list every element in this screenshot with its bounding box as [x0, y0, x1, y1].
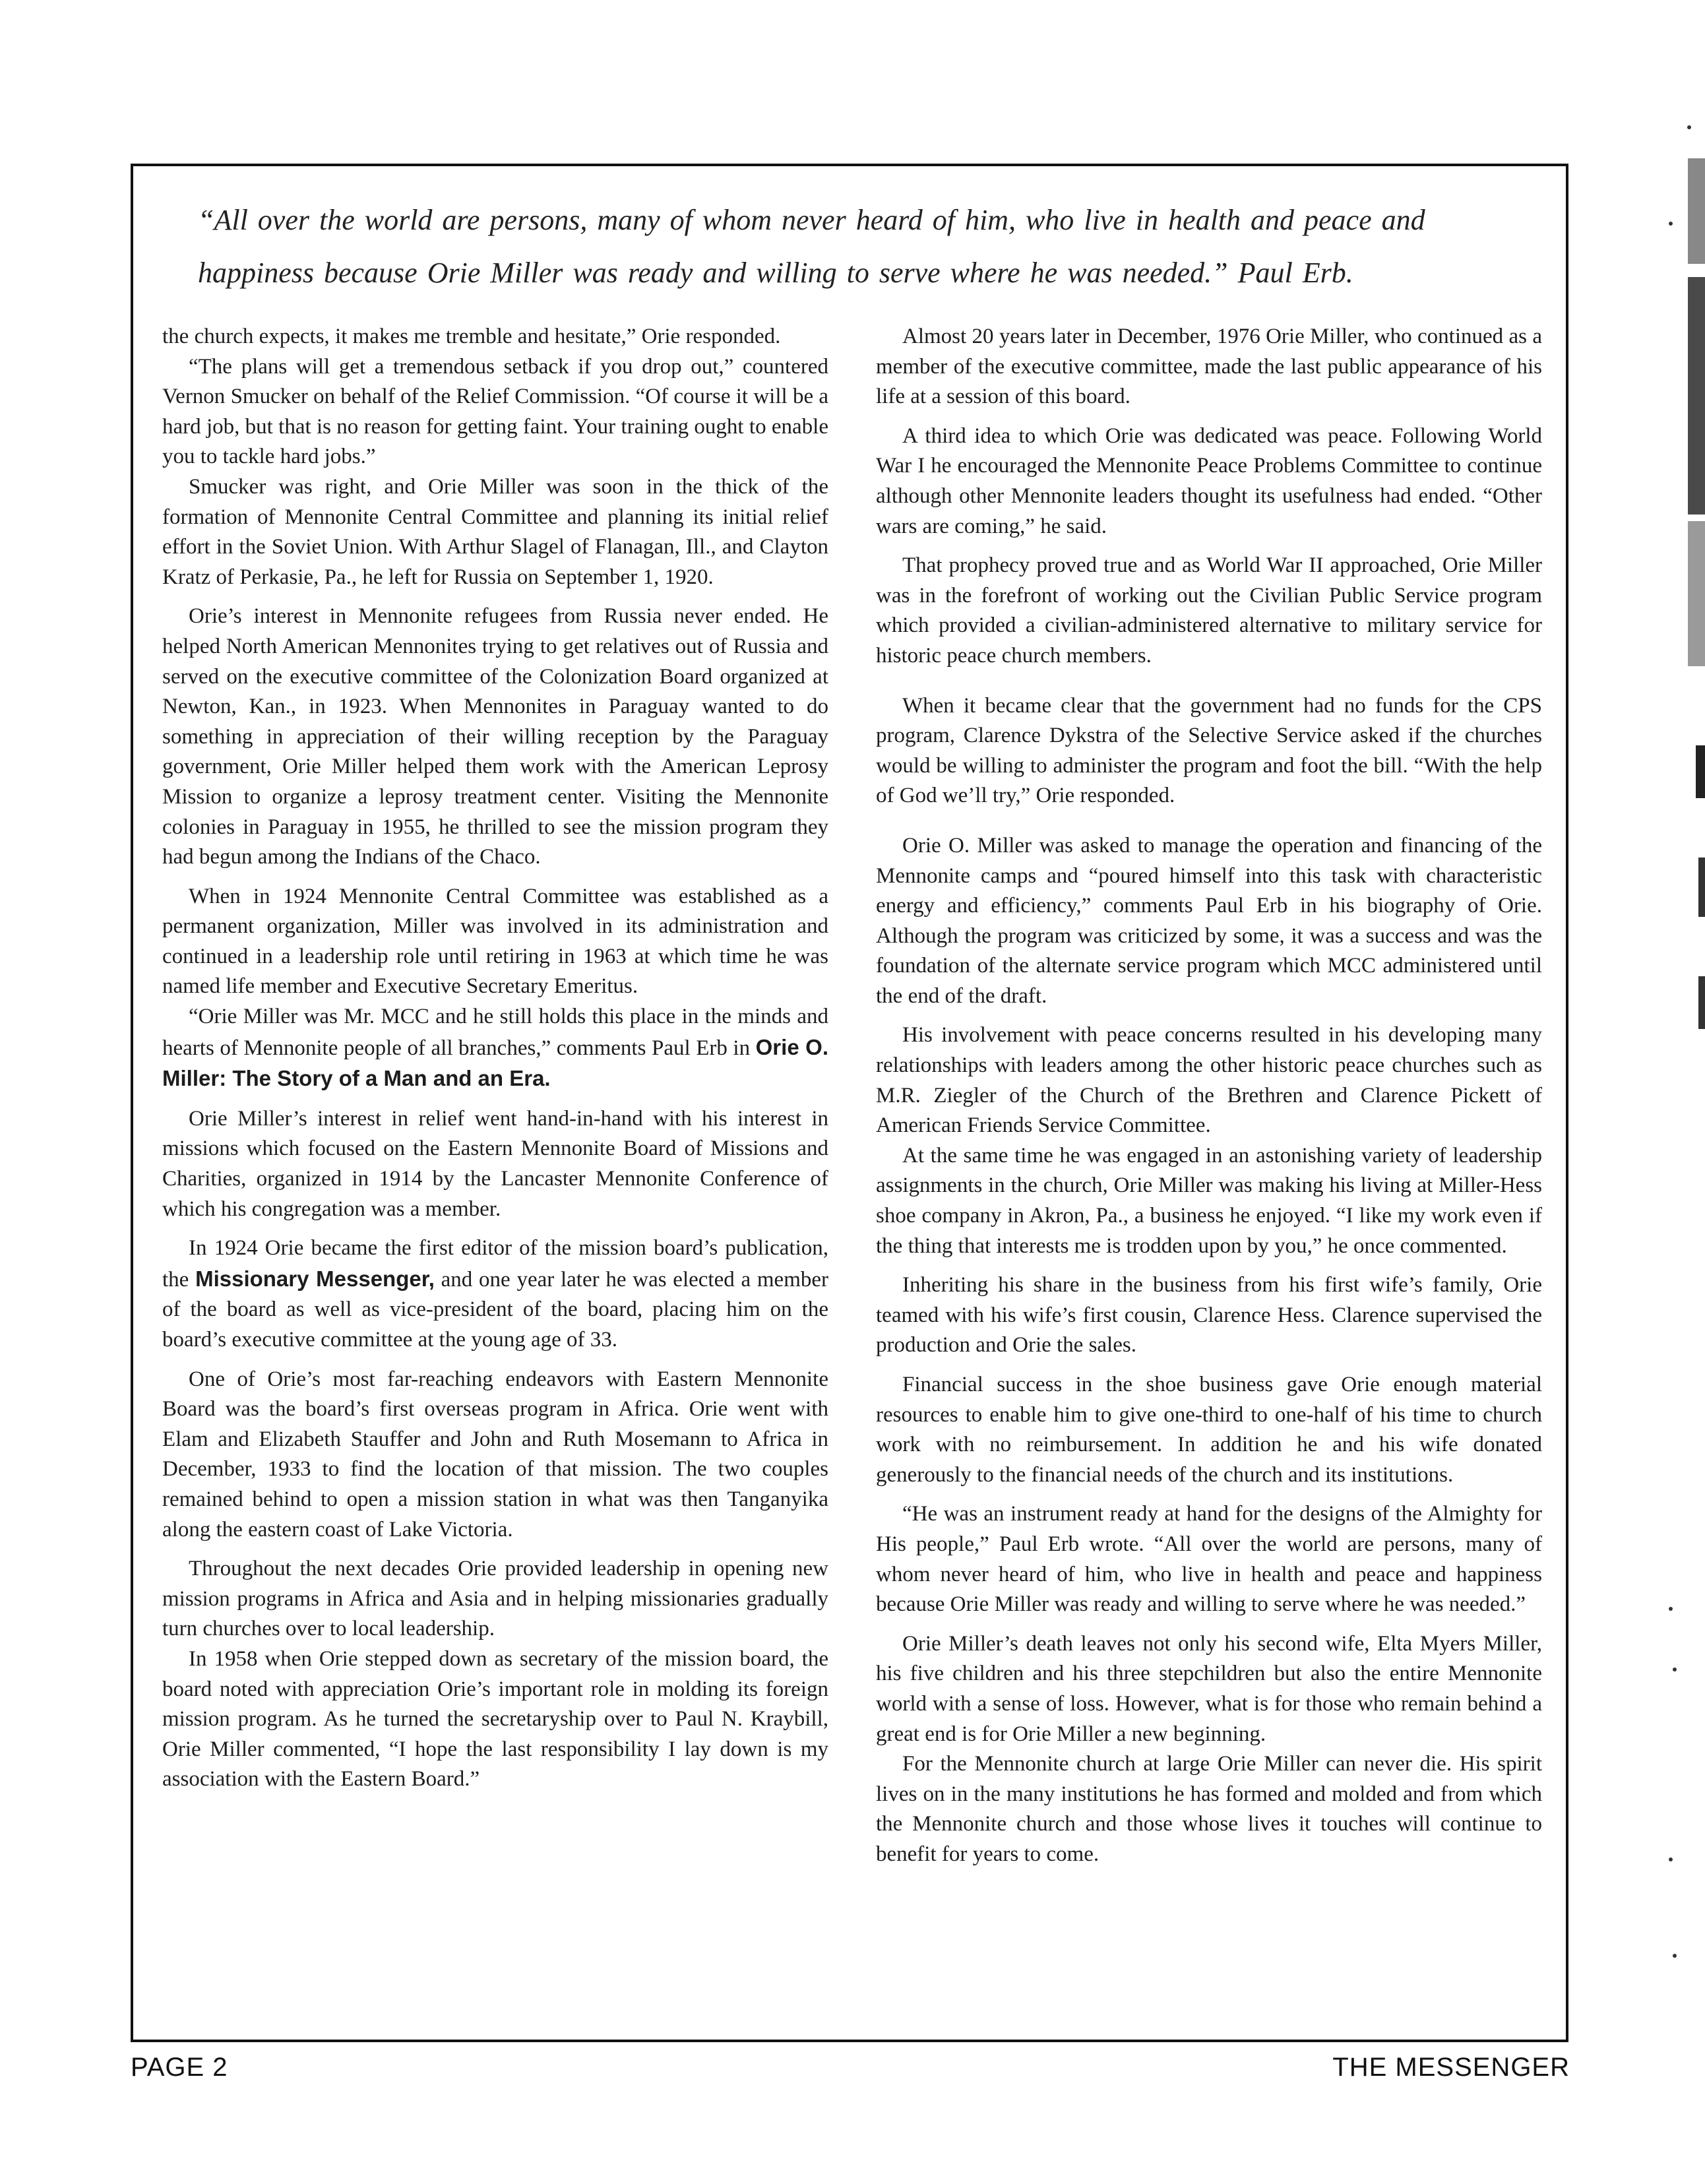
paragraph: Orie’s interest in Mennonite refugees from Russia never ended. He helped North American Mennonites trying to get relatives out of Russia and served on the executive committee of the Colonization Board organized at Newton, Kan., in 1923. When Mennonites in Paraguay wanted to do something in appreciation of their willing reception by the Paraguay government, Orie Miller helped them work with the American Leprosy Mission to organize a leprosy treatment center. Visiting the Mennonite colonies in Paraguay in 1955, he thrilled to see the mission program they had begun among the Indians of the Chaco. [162, 604, 828, 869]
pull-quote [198, 194, 1537, 299]
scan-edge-artifact [1688, 158, 1705, 264]
scan-edge-artifact [1696, 745, 1705, 798]
paragraph: Orie Miller’s death leaves not only his second wife, Elta Myers Miller, his five children and his three stepchildren but also the entire Mennonite world with a sense of loss. However, what is for those who remain behind a great end is for Orie Miller a new beginning. [876, 1631, 1542, 1746]
paragraph [162, 1233, 828, 1355]
scan-dot-artifact [1669, 1857, 1673, 1861]
paragraph-text: “Orie Miller was Mr. MCC and he still holds this place in the minds and hearts of Mennonite people of all branches,” comments Paul Erb in [162, 1005, 828, 1060]
scan-edge-artifact [1698, 858, 1705, 917]
scan-dot-artifact [1687, 125, 1691, 129]
paragraph: A third idea to which Orie was dedicated was peace. Following World War I he encouraged the Mennonite Peace Problems Committee to continue although other Mennonite leaders thought its usefulness had ended. “Other wars are coming,” he said. [876, 423, 1542, 538]
paragraph: That prophecy proved true and as World War II approached, Orie Miller was in the forefront of working out the Civilian Public Service program which provided a civilian-administered alternative to military service for historic peace church members. [876, 553, 1542, 668]
paragraph [162, 1002, 828, 1095]
publication-name: THE MESSENGER [1332, 2053, 1570, 2082]
scan-dot-artifact [1669, 1607, 1673, 1611]
paragraph: the church expects, it makes me tremble and hesitate,” Orie responded. [162, 325, 781, 348]
scan-dot-artifact [1669, 222, 1673, 226]
paragraph: “He was an instrument ready at hand for the designs of the Almighty for His people,” Paul Erb wrote. “All over the world are persons, many of whom never heard of him, who live in health and peace and happiness because Orie Miller was ready and willing to serve where he was needed.” [876, 1502, 1542, 1617]
paragraph: When in 1924 Mennonite Central Committee was established as a permanent organization, Miller was involved in its administration and continued in a leadership role until retiring in 1963 at which time he was named life member and Executive Secretary Emeritus. [162, 884, 828, 999]
paragraph: “The plans will get a tremendous setback if you drop out,” countered Vernon Smucker on behalf of the Relief Commission. “Of course it will be a hard job, but that is no reason for getting faint. Your training ought to enable you to tackle hard jobs.” [162, 354, 828, 469]
paragraph: For the Mennonite church at large Orie Miller can never die. His spirit lives on in the many institutions he has formed and molded and from which the Mennonite church and those whose lives it touches will continue to benefit for years to come. [876, 1752, 1542, 1866]
book-title: Orie O. Miller: The Story of a Man and an Era. [162, 1034, 828, 1091]
paragraph: Throughout the next decades Orie provided leadership in opening new mission programs in Africa and Asia and in helping missionaries gradually turn churches over to local leadership. [162, 1557, 828, 1641]
pull-quote-line-2: happiness because Orie Miller was ready and willing to serve where he was needed.” Paul Erb. [198, 257, 1353, 289]
paragraph: At the same time he was engaged in an astonishing variety of leadership assignments in the church, Orie Miller was making his living at Miller-Hess shoe company in Akron, Pa., a business he enjoyed. “I like my work even if the thing that interests me is trodden upon by you,” he once commented. [876, 1143, 1542, 1258]
paragraph-text: In 1924 Orie became the first editor of the mission board’s publication, the [162, 1236, 828, 1292]
paragraph: Inheriting his share in the business from his first wife’s family, Orie teamed with his wife’s first cousin, Clarence Hess. Clarence supervised the production and Orie the sales. [876, 1273, 1542, 1357]
paragraph: One of Orie’s most far-reaching endeavors with Eastern Mennonite Board was the board’s first overseas program in Africa. Orie went with Elam and Elizabeth Stauffer and John and Ruth Mosemann to Africa in December, 1933 to find the location of that mission. The two couples remained behind to open a mission station in what was then Tanganyika along the eastern coast of Lake Victoria. [162, 1367, 828, 1542]
publication-title: Missionary Messenger, [195, 1266, 435, 1291]
scan-dot-artifact [1673, 1668, 1677, 1671]
paragraph: Financial success in the shoe business gave Orie enough material resources to enable him to give one-third to one-half of his time to church work with no reimbursement. In addition he and his wife donated generously to the financial needs of the church and its institutions. [876, 1373, 1542, 1487]
paragraph: In 1958 when Orie stepped down as secretary of the mission board, the board noted with appreciation Orie’s important role in molding its foreign mission program. As he turned the secretaryship over to Paul N. Kraybill, Orie Miller commented, “I hope the last responsibility I lay down is my association with the Eastern Board.” [162, 1646, 828, 1792]
paragraph: Orie Miller’s interest in relief went hand-in-hand with his interest in missions which focused on the Eastern Mennonite Board of Missions and Charities, organized in 1914 by the Lancaster Mennonite Conference of which his congregation was a member. [162, 1106, 828, 1221]
paragraph: Almost 20 years later in December, 1976 Orie Miller, who continued as a member of the executive committee, made the last public appearance of his life at a session of this board. [876, 325, 1542, 409]
paragraph: Smucker was right, and Orie Miller was soon in the thick of the formation of Mennonite Central Committee and planning its initial relief effort in the Soviet Union. With Arthur Slagel of Flanagan, Ill., and Clayton Kratz of Perkasie, Pa., he left for Russia on September 1, 1920. [162, 474, 828, 589]
page-number: PAGE 2 [131, 2053, 228, 2082]
pull-quote-line-1: “All over the world are persons, many of whom never heard of him, who live in health and peace and [198, 204, 1425, 236]
paragraph: His involvement with peace concerns resulted in his developing many relationships with leaders among the other historic peace churches such as M.R. Ziegler of the Church of the Brethren and Clarence Pickett of American Friends Service Committee. [876, 1023, 1542, 1138]
scan-edge-artifact [1698, 976, 1705, 1029]
paragraph-text: and one year later he was elected a member of the board as well as vice-president of the board, placing him on the board’s executive committee at the young age of 33. [162, 1267, 829, 1352]
right-column [876, 322, 1542, 1870]
paragraph: When it became clear that the government had no funds for the CPS program, Clarence Dykstra of the Selective Service asked if the churches would be willing to administer the program and foot the bill. “With the help of God we’ll try,” Orie responded. [876, 693, 1542, 808]
scan-edge-artifact [1688, 521, 1705, 666]
scan-edge-artifact [1688, 277, 1705, 515]
left-column [162, 322, 828, 1795]
scan-dot-artifact [1673, 1954, 1677, 1958]
paragraph: Orie O. Miller was asked to manage the operation and financing of the Mennonite camps and “poured himself into this task with characteristic energy and efficiency,” comments Paul Erb in his biography of Orie. Although the program was criticized by some, it was a success and was the foundation of the alternate service program which MCC administered until the end of the draft. [876, 833, 1542, 1008]
